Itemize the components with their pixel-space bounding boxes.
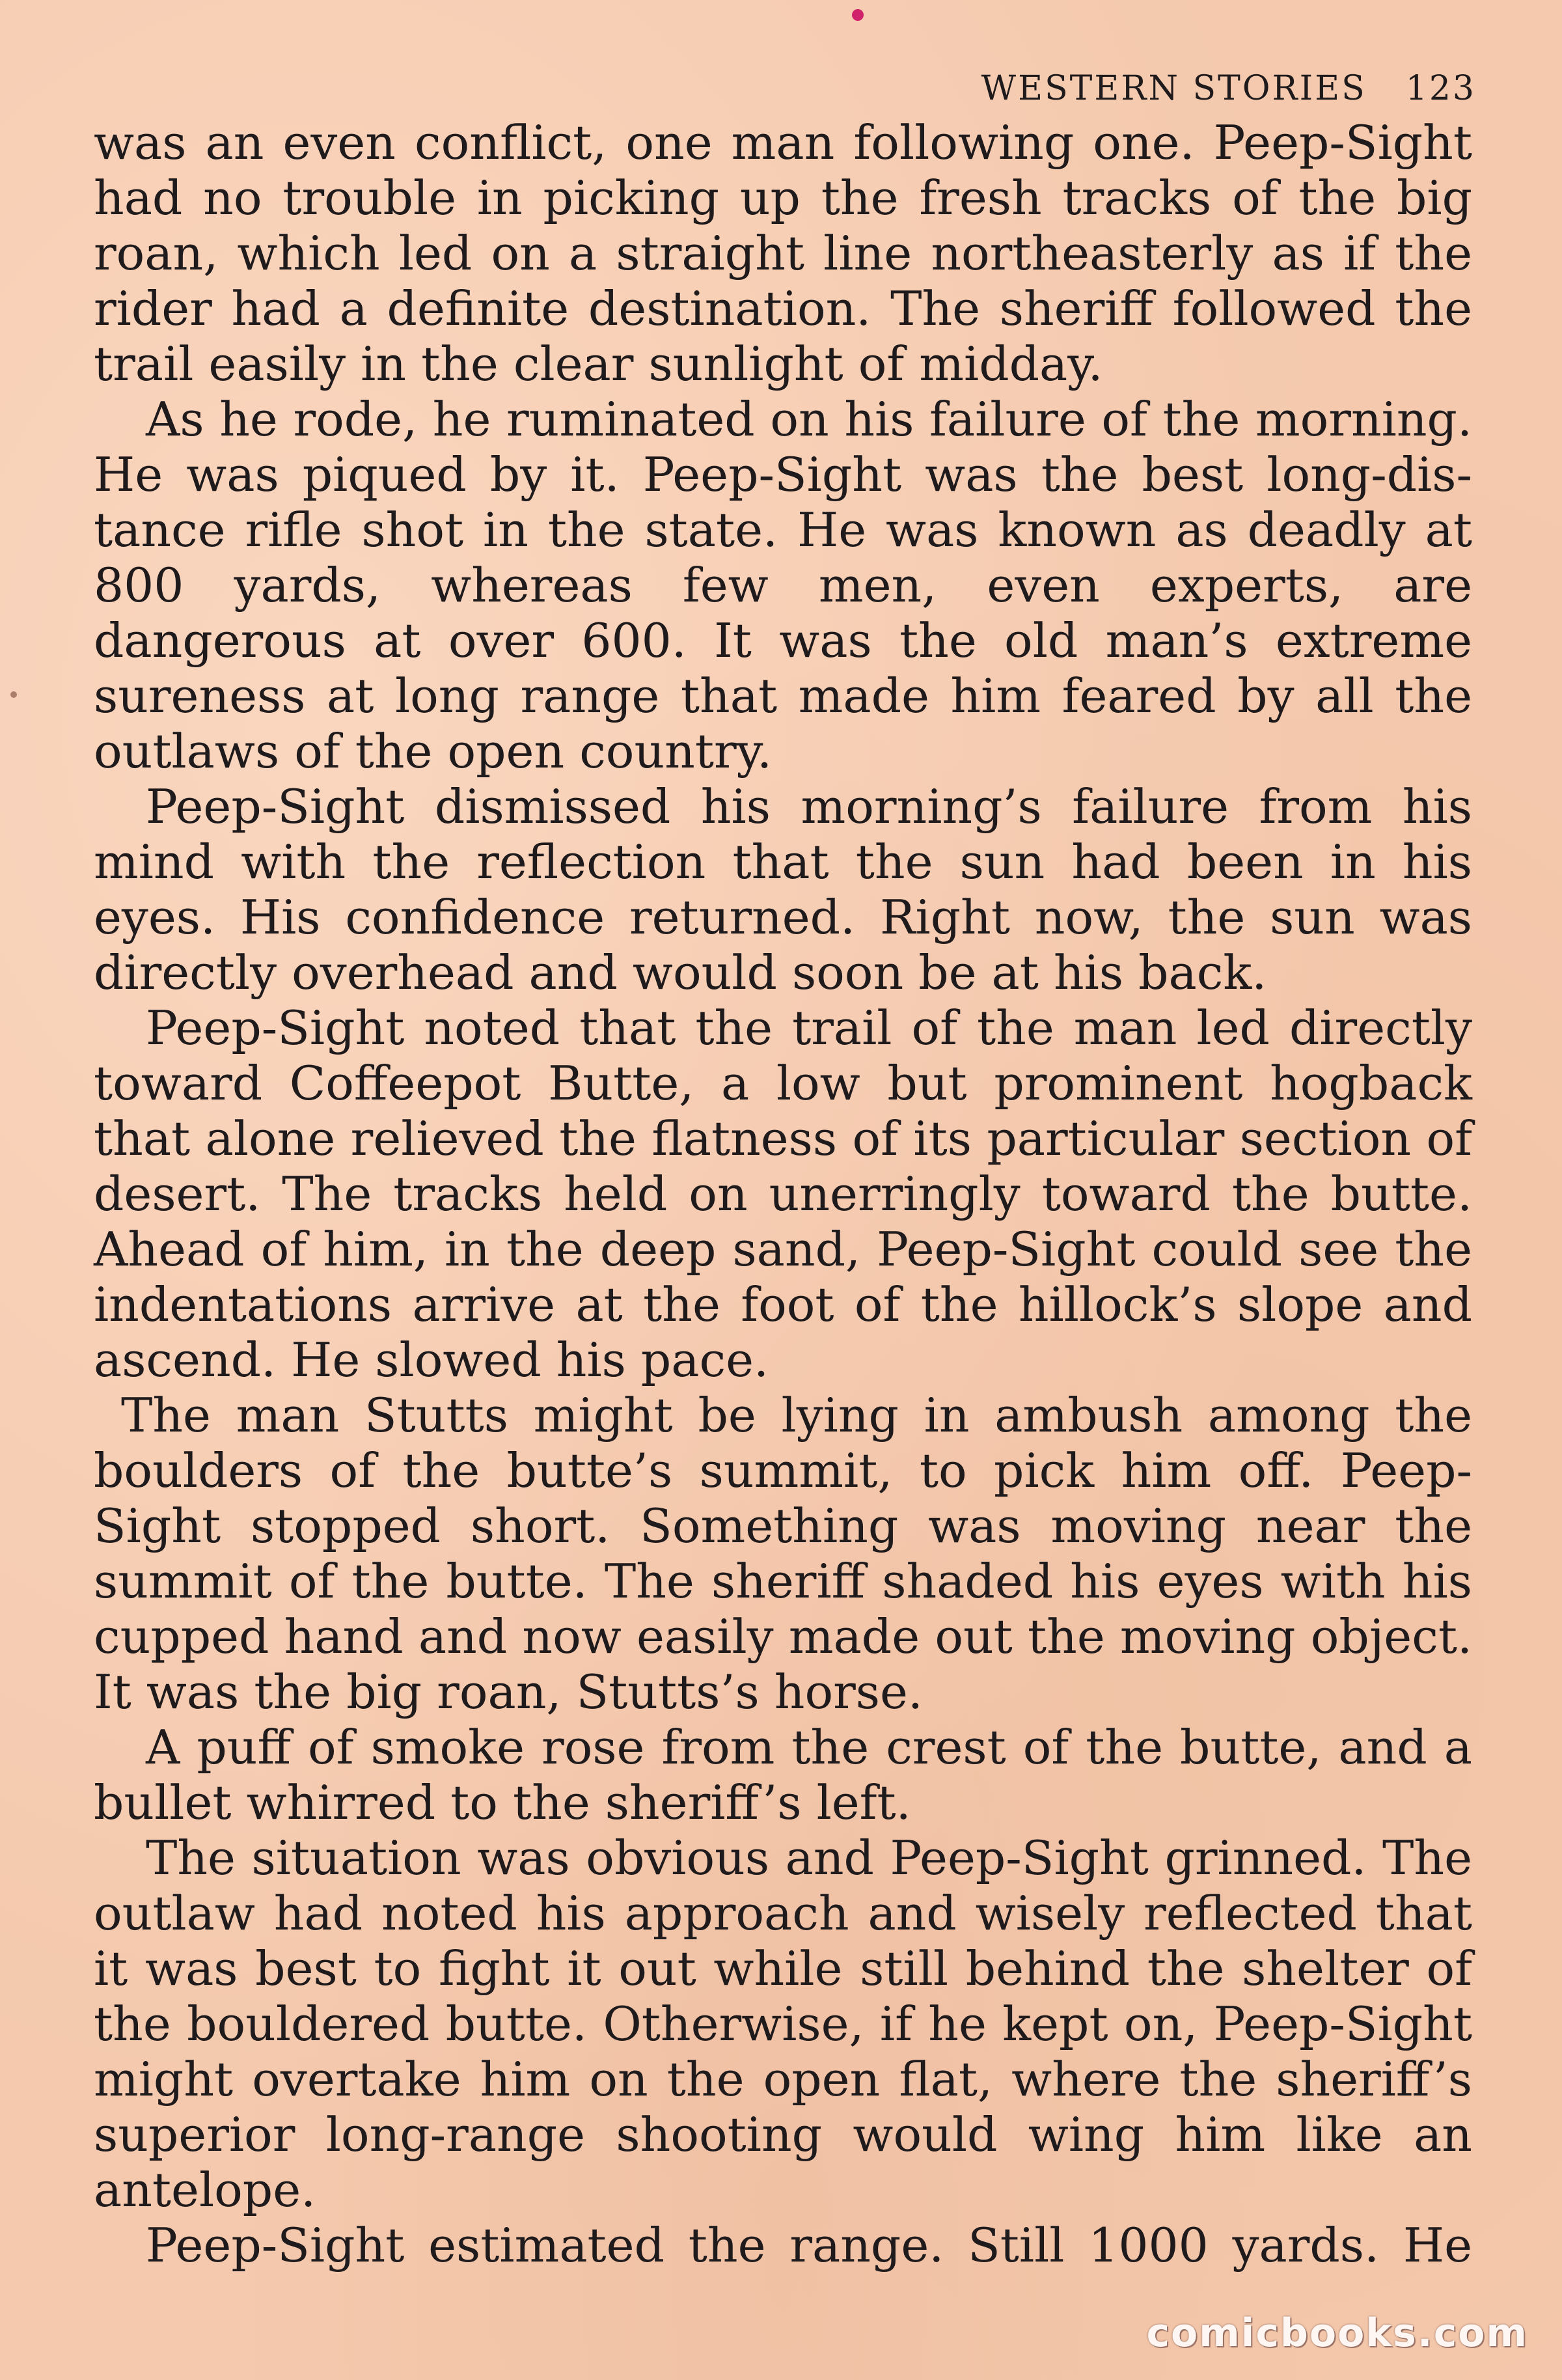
paragraph: was an even conflict, one man following one. Peep-Sight had no trouble in picking up the fresh tracks of the big roan, which led on a straight line northeasterly as if the rider had a definite destination. The sheriff followed the trail easily in the clear sunlight of midday. — [94, 116, 1472, 392]
watermark: comicbooks.com — [1146, 2310, 1528, 2356]
running-head — [981, 69, 1476, 108]
paragraph: The man Stutts might be lying in ambush among the boulders of the butte’s summit, to pick him off. Peep-Sight stopped short. Something was moving near the summit of the butte. The sheriff shaded his eyes with his cupped hand and now easily made out the moving object. It was the big roan, Stutts’s horse. — [94, 1389, 1472, 1720]
paragraph: As he rode, he ruminated on his failure of the morning. He was piqued by it. Peep-Sight was the best long-distance rifle shot in the state. He was known as deadly at 800 yards, whereas few men, even experts, are dangerous at over 600. It was the old man’s extreme sureness at long range that made him feared by all the outlaws of the open country. — [94, 393, 1472, 779]
paragraph: A puff of smoke rose from the crest of the butte, and a bullet whirred to the sheriff’s left. — [94, 1721, 1472, 1831]
paragraph: Peep-Sight dismissed his morning’s failure from his mind with the reflection that the sun had been in his eyes. His confidence returned. Right now, the sun was directly overhead and would soon be at his back. — [94, 780, 1472, 1001]
story-text — [94, 116, 1472, 2274]
paragraph: Peep-Sight estimated the range. Still 1000 yards. He — [146, 2219, 1472, 2273]
paragraph: Peep-Sight noted that the trail of the man led directly toward Coffeepot Butte, a low but prominent hogback that alone relieved the flatness of its particular section of desert. The tracks held on unerringly toward the butte. Ahead of him, in the deep sand, Peep-Sight could see the indentations arrive at the foot of the hillock’s slope and ascend. He slowed his pace. — [94, 1001, 1472, 1388]
page-number: 123 — [1405, 69, 1476, 108]
paragraph: The situation was obvious and Peep-Sight grinned. The outlaw had noted his approach and wisely reflected that it was best to fight it out while still behind the shelter of the bouldered butte. Otherwise, if he kept on, Peep-Sight might overtake him on the open flat, where the sheriff’s superior long-range shooting would wing him like an antelope. — [94, 1831, 1472, 2218]
ink-speck — [852, 9, 864, 21]
running-title: WESTERN STORIES — [981, 69, 1367, 108]
paper-blemish — [10, 691, 17, 698]
